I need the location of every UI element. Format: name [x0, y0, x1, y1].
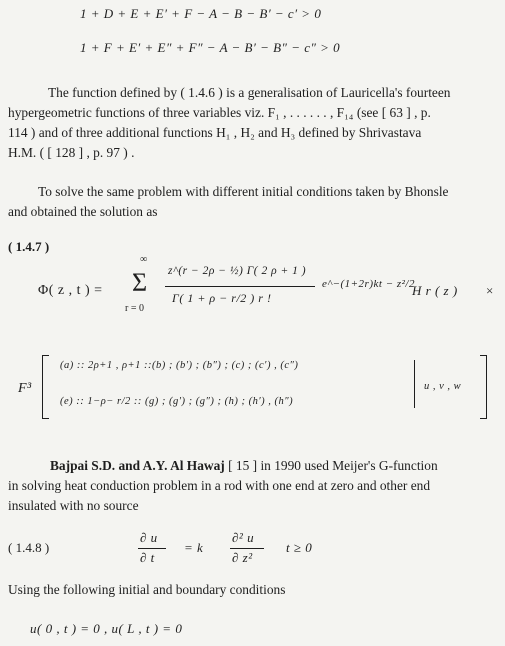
paragraph-1-line-4: H.M. ( [ 128 ] , p. 97 ) . [8, 145, 135, 160]
paragraph-3-authors: Bajpai S.D. and A.Y. Al Hawaj [50, 458, 225, 473]
paragraph-2-line-2: and obtained the solution as [8, 204, 158, 219]
sum-lower-limit: r = 0 [125, 303, 144, 314]
fraction-numerator: z^(r − 2ρ − ½) Γ( 2 ρ + 1 ) [168, 265, 307, 277]
phi-lhs: Φ( z , t ) = [38, 283, 103, 298]
hermite-polynomial: H r ( z ) [412, 283, 458, 298]
paragraph-1-line-2: hypergeometric functions of three variables viz. F₁ , . . . . . . , F₁₄ (see [ 63 ] , p. [8, 105, 431, 120]
summation-symbol: Σ [132, 268, 148, 297]
f3-arguments: u , v , w [424, 381, 462, 392]
boundary-conditions: u( 0 , t ) = 0 , u( L , t ) = 0 [30, 621, 183, 636]
paragraph-1-line-1: The function defined by ( 1.4.6 ) is a generalisation of Lauricella's fourteen [48, 85, 451, 100]
paragraph-3-line-1-rest: [ 15 ] in 1990 used Meijer's G-function [224, 458, 438, 473]
f3-function: F³ [18, 381, 32, 396]
rhs-denominator: ∂ z² [232, 550, 253, 565]
paragraph-4-line-1: Using the following initial and boundary conditions [8, 582, 286, 597]
right-bracket [480, 355, 487, 419]
f3-lower-parameters: (e) :: 1−ρ− r/2 :: (g) ; (g′) ; (g″) ; (h) ; (h′) , (h″) [60, 396, 294, 407]
f3-upper-parameters: (a) :: 2ρ+1 , ρ+1 ::(b) ; (b′) ; (b″) ; (c) ; (c′) , (c″) [60, 360, 299, 371]
separator-bar [414, 360, 415, 408]
lhs-fraction-bar [138, 548, 166, 549]
time-condition: t ≥ 0 [286, 540, 313, 555]
exponential-term: e^−(1+2r)kt − z²/2 [322, 278, 415, 290]
equation-label-1-4-8: ( 1.4.8 ) [8, 540, 50, 555]
sum-upper-limit: ∞ [140, 254, 148, 265]
paragraph-2-line-1: To solve the same problem with different initial conditions taken by Bhonsle [38, 184, 449, 199]
inequality-1: 1 + D + E + E′ + F − A − B − B′ − c′ > 0 [80, 6, 322, 21]
inequality-2: 1 + F + E′ + E″ + F″ − A − B′ − B″ − c″ > 0 [80, 40, 341, 55]
paragraph-3-line-1 [8, 456, 498, 476]
lhs-numerator: ∂ u [140, 530, 158, 545]
fraction-bar [165, 286, 315, 287]
rhs-fraction-bar [230, 548, 264, 549]
equals-k: = k [184, 540, 204, 555]
lhs-denominator: ∂ t [140, 550, 155, 565]
paragraph-1-line-3: 114 ) and of three additional functions H₁ , H₂ and H₃ defined by Shrivastava [8, 125, 422, 140]
times-symbol: × [486, 283, 494, 298]
equation-label-1-4-7: ( 1.4.7 ) [8, 239, 50, 254]
rhs-numerator: ∂² u [232, 530, 255, 545]
paragraph-3-line-3: insulated with no source [8, 498, 139, 513]
paragraph-3-line-2: in solving heat conduction problem in a rod with one end at zero and other end [8, 478, 431, 493]
left-bracket [42, 355, 49, 419]
fraction-denominator: Γ( 1 + ρ − r/2 ) r ! [172, 291, 272, 305]
paragraph-1 [8, 83, 498, 103]
